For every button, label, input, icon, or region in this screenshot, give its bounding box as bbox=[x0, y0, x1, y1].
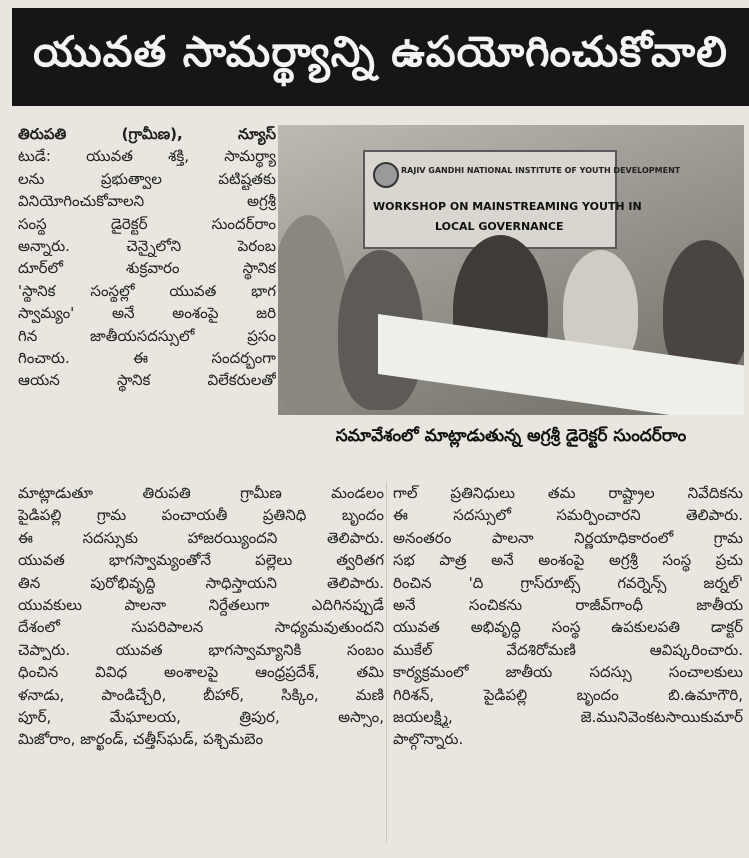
article-text-line: అనంతరం పాలనా నిర్ణయాధికారంలో గ్రామ bbox=[393, 528, 743, 547]
article-text-line: గించారు. ఈ సందర్భంగా bbox=[18, 349, 276, 368]
article-text-line: ఆయన స్థానిక విలేకరులతో bbox=[18, 371, 276, 390]
article-text-line: సభ పాత్ర అనే అంశంపై అగ్రశ్రీ సంస్థ ప్రచు bbox=[393, 551, 743, 570]
article-text-line: లను ప్రభుత్వాల పటిష్టతకు bbox=[18, 169, 276, 188]
article-text-line: కార్యక్రమంలో జాతీయ సదస్సు సంచాలకులు bbox=[393, 663, 743, 682]
photo-caption: సమావేశంలో మాట్లాడుతున్న అగ్రశ్రీ డైరెక్టర్ సుందర్‌రాం bbox=[335, 426, 687, 446]
article-text-line: వినియోగించుకోవాలని అగ్రశ్రీ bbox=[18, 192, 276, 211]
workshop-banner bbox=[363, 150, 681, 249]
article-text-line: గాల్ ప్రతినిధులు తమ రాష్ట్రాల నివేదికను bbox=[393, 484, 743, 502]
article-right-column bbox=[393, 482, 743, 751]
article-text-line: గిరిశన్, పైడిపల్లి బృందం బి.ఉమాగౌరి, bbox=[393, 685, 743, 704]
article-text-line: ళనాడు, పాండిచ్చేరి, బీహార్, సిక్కిం, మణి bbox=[18, 685, 384, 704]
banner-workshop-title: WORKSHOP ON MAINSTREAMING YOUTH IN bbox=[373, 200, 642, 213]
article-text-line: పాల్గొన్నారు. bbox=[393, 730, 464, 749]
news-photo bbox=[278, 125, 744, 415]
article-text-line: రించిన 'ది గ్రాస్‌రూట్స్ గవర్నెన్స్ జర్నల్' bbox=[393, 573, 743, 592]
article-text-line: గిన జాతీయసదస్సులో ప్రసం bbox=[18, 326, 276, 345]
headline: యువత సామర్థ్యాన్ని ఉపయోగించుకోవాలి bbox=[33, 27, 728, 76]
article-text-line: ధించిన వివిధ అంశాలపై ఆంధ్రప్రదేశ్, తమి bbox=[18, 663, 384, 682]
article-text-line: ముకేల్ వేదశిరోమణి ఆవిష్కరించారు. bbox=[393, 640, 743, 659]
article-text-line: చెప్పారు. యువత భాగస్వామ్యానికి సంబం bbox=[18, 640, 384, 659]
article-text-line: అన్నారు. చెన్నైలోని పెరంబ bbox=[18, 237, 276, 256]
article-text-line: తిన పురోభివృద్ధి సాధిస్తాయని తెలిపారు. bbox=[18, 573, 384, 592]
article-text-line: మాట్లాడుతూ తిరుపతి గ్రామీణ మండలం bbox=[18, 484, 384, 502]
article-text-line: పూర్, మేఘాలయ, త్రిపుర, అస్సాం, bbox=[18, 708, 384, 727]
article-text-line: యువత భాగస్వామ్యంతోనే పల్లెలు త్వరితగ bbox=[18, 551, 384, 570]
article-text-line: మిజోరాం, జార్ఖండ్, చత్తీస్‌ఘడ్, పశ్చిమబెం bbox=[18, 730, 264, 749]
article-text-line: యువకులు పాలనా నిర్దేతలుగా ఎదిగినప్పుడే bbox=[18, 596, 384, 615]
article-text-line: టుడే: యువత శక్తి, సామర్థ్యా bbox=[18, 147, 276, 166]
article-text-line: దూర్‌లో శుక్రవారం స్థానిక bbox=[18, 259, 276, 278]
article-text-line: స్వామ్యం' అనే అంశంపై జరి bbox=[18, 304, 276, 323]
article-text-line: తిరుపతి (గ్రామీణ), న్యూస్ bbox=[18, 125, 276, 143]
headline-banner bbox=[12, 8, 749, 106]
article-text-line: పైడిపల్లి గ్రామ పంచాయతీ ప్రతినిధి బృందం bbox=[18, 506, 384, 525]
article-text-line: అనే సంచికను రాజీవ్‌గాంధీ జాతీయ bbox=[393, 596, 743, 615]
article-text-line: యువత అభివృద్ధి సంస్థ ఉపకులపతి డాక్టర్ bbox=[393, 618, 743, 637]
article-text-line: సంస్థ డైరెక్టర్ సుందర్‌రాం bbox=[18, 214, 276, 233]
article-left-column bbox=[18, 482, 384, 751]
article-text-line: దేశంలో సుపరిపాలన సాధ్యమవుతుందని bbox=[18, 618, 384, 637]
article-lead-column bbox=[18, 123, 276, 392]
column-divider bbox=[386, 482, 387, 842]
article-text-line: ఈ సదస్సుకు హాజరయ్యిందని తెలిపారు. bbox=[18, 528, 384, 547]
banner-workshop-subtitle: LOCAL GOVERNANCE bbox=[435, 220, 564, 233]
institute-logo-icon bbox=[373, 162, 399, 188]
article-text-line: 'స్థానిక సంస్థల్లో యువత భాగ bbox=[18, 281, 276, 300]
article-text-line: జయలక్ష్మి, జె.మునివెంకటసాయికుమార్ bbox=[393, 708, 743, 727]
article-text-line: ఈ సదస్సులో సమర్పించారని తెలిపారు. bbox=[393, 506, 743, 525]
banner-institute-name: RAJIV GANDHI NATIONAL INSTITUTE OF YOUTH DEVELOPMENT bbox=[401, 166, 681, 175]
person-left bbox=[278, 215, 348, 415]
